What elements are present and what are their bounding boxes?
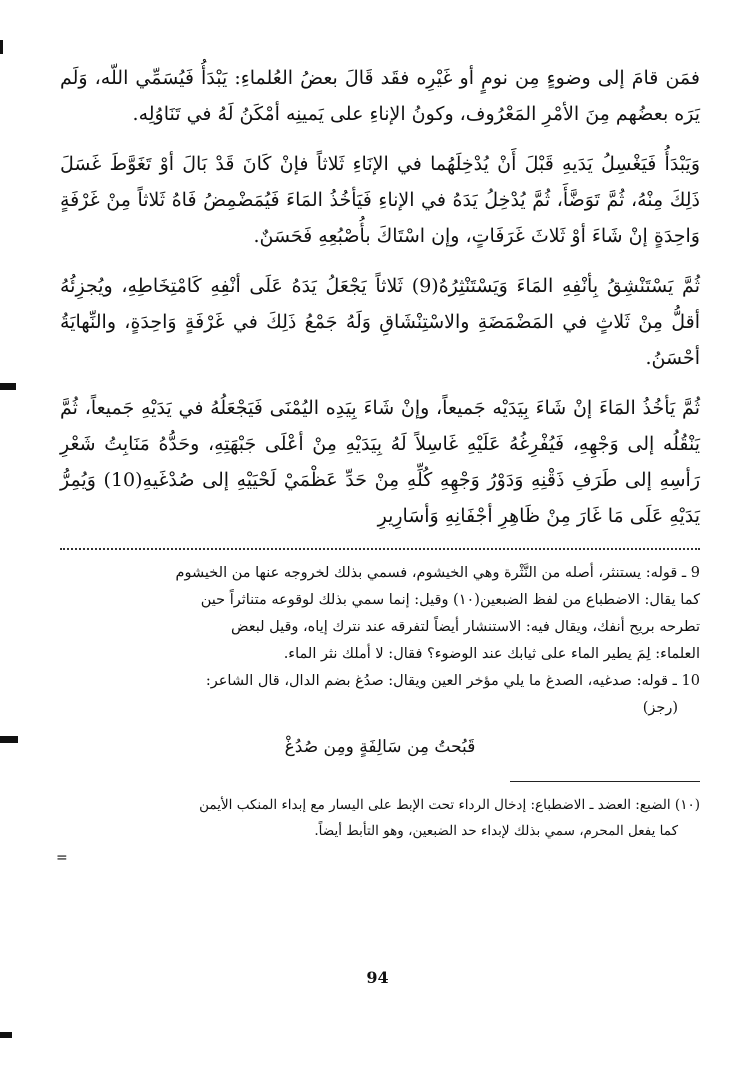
scan-mark-top bbox=[0, 40, 3, 54]
footnote-line: 10 ـ قوله: صدغيه، الصدغ ما يلي مؤخر العين ويقال: صدُغ بضم الدال، قال الشاعر: bbox=[205, 673, 700, 689]
paragraph-2 bbox=[60, 146, 700, 254]
scan-mark-1 bbox=[0, 383, 16, 390]
footnote-line: 9 ـ قوله: يستنثر، أصله من النَّثْرة وهي الخيشوم، فسمي بذلك لخروجه عنها من الخيشوم bbox=[175, 565, 700, 581]
footnote-9 bbox=[60, 560, 700, 668]
editor-note-line: (١٠) الضبع: العضد ـ الاضطباع: إدخال الرداء تحت الإبط على اليسار مع إبداء المنكب الأيمن bbox=[199, 797, 700, 813]
footnote-line: تطرحه بريح أنفك، ويقال فيه: الاستنشار أيضاً لتفرقه عند نترك إياه، وقيل لبعض bbox=[230, 619, 700, 635]
page-number: 94 bbox=[366, 968, 389, 987]
editor-note-rule bbox=[510, 781, 700, 782]
scan-mark-3 bbox=[0, 1032, 12, 1038]
footnote-10 bbox=[60, 668, 700, 767]
poetry-verse: قَبُحتُ مِن سَالِفَةٍ ومِن صُدُغْ bbox=[284, 737, 476, 757]
footnote-separator bbox=[60, 548, 700, 550]
stray-mark: = bbox=[56, 850, 68, 866]
footnote-line: العلماء: لِمَ يطير الماء على ثيابك عند الوضوء؟ فقال: لا أملك نثر الماء. bbox=[283, 646, 700, 662]
scan-mark-2 bbox=[0, 736, 18, 743]
meter-label: (رجز) bbox=[642, 700, 678, 716]
paragraph-text: فمَن قامَ إلى وضوءٍ مِن نومٍ أو غَيْرِه فقَد قَالَ بعضُ العُلماءِ: يَبْدَأُ فَيُسَمِّي اللّه، وَلَم يَرَه بعضُهم مِنَ الأمْرِ المَعْرُوف، وكونُ الإناءِ على يَمينِه أمْكَنُ لَهُ في تَنَاوُلِه. bbox=[60, 67, 700, 125]
paragraph-text: وَيَبْدَأُ فَيَغْسِلُ يَدَيهِ قَبْلَ أَنْ يُدْخِلَهُما في الإنَاءِ ثَلاثاً فإنْ كَانَ قَدْ بَالَ أوْ تَغَوَّطَ غَسَلَ ذَلِكَ مِنْهُ، ثُمَّ تَوَضَّأَ، ثُمَّ يُدْخِلُ يَدَهُ في الإناءِ فَيَأخُذُ المَاءَ فَيُمَضْمِضُ فَاهُ ثَلاثاً مِنْ غَرْفَةٍ وَاحِدَةٍ إنْ شَاءَ أوْ ثَلاثَ غَرَفَاتٍ، وإن اسْتَاكَ بأُصْبُعِهِ فَحَسَنٌ. bbox=[60, 153, 700, 247]
editor-note bbox=[60, 792, 700, 844]
editor-note-line: كما يفعل المحرم، سمي بذلك لإبداء حد الضبعين، وهو التأبط أيضاً. bbox=[314, 823, 678, 839]
paragraph-3 bbox=[60, 268, 700, 376]
paragraph-text: ثُمَّ يَسْتَنْشِقُ بِأنْفِهِ المَاءَ وَيَسْتَنْثِرُهُ(9) ثَلاثاً يَجْعَلُ يَدَهُ عَلَى أنْفِهِ كَامْتِخَاطِهِ، ويُجزِئُهُ أقلُّ مِنْ ثَلاثٍ في المَضْمَضَةِ والاسْتِنْشَاقِ وَلَهُ جَمْعُ ذَلِكَ في غَرْفَةٍ وَاحِدَةٍ، والنِّهايَةُ أحْسَنُ. bbox=[60, 275, 700, 369]
paragraph-text: ثُمَّ يَأخُذُ المَاءَ إنْ شَاءَ بِيَدَيْه جَميعاً، وإنْ شَاءَ بِيَدِه اليُمْنَى فَيَجْعَلُهُ في يَدَيْهِ جَميعاً، ثُمَّ يَنْقُلُه إلى وَجْهِهِ، فَيُفْرِغُهُ عَلَيْهِ غَاسِلاً لَهُ بِيَدَيْهِ مِنْ أعْلَى جَبْهَتِهِ، وحَدُّهُ مَنَابِتُ شَعْرِ رَأسِهِ إلى طَرَفِ ذَقْنِهِ وَدَوْرُ وَجْهِهِ كُلِّهِ مِنْ حَدِّ عَظْمَيْ لَحْيَيْهِ إلى صُدْغَيهِ(10) وَيُمِرُّ يَدَيْهِ عَلَى مَا غَارَ مِنْ ظَاهِرِ أجْفَانِهِ وَأسَارِيرِ bbox=[60, 397, 700, 527]
page-body bbox=[60, 60, 700, 844]
paragraph-4 bbox=[60, 390, 700, 534]
paragraph-1 bbox=[60, 60, 700, 132]
footnote-line: كما يقال: الاضطباع من لفظ الضبعين(١٠) وقيل: إنما سمي بذلك لوقوعه متناثراً حين bbox=[200, 592, 700, 608]
